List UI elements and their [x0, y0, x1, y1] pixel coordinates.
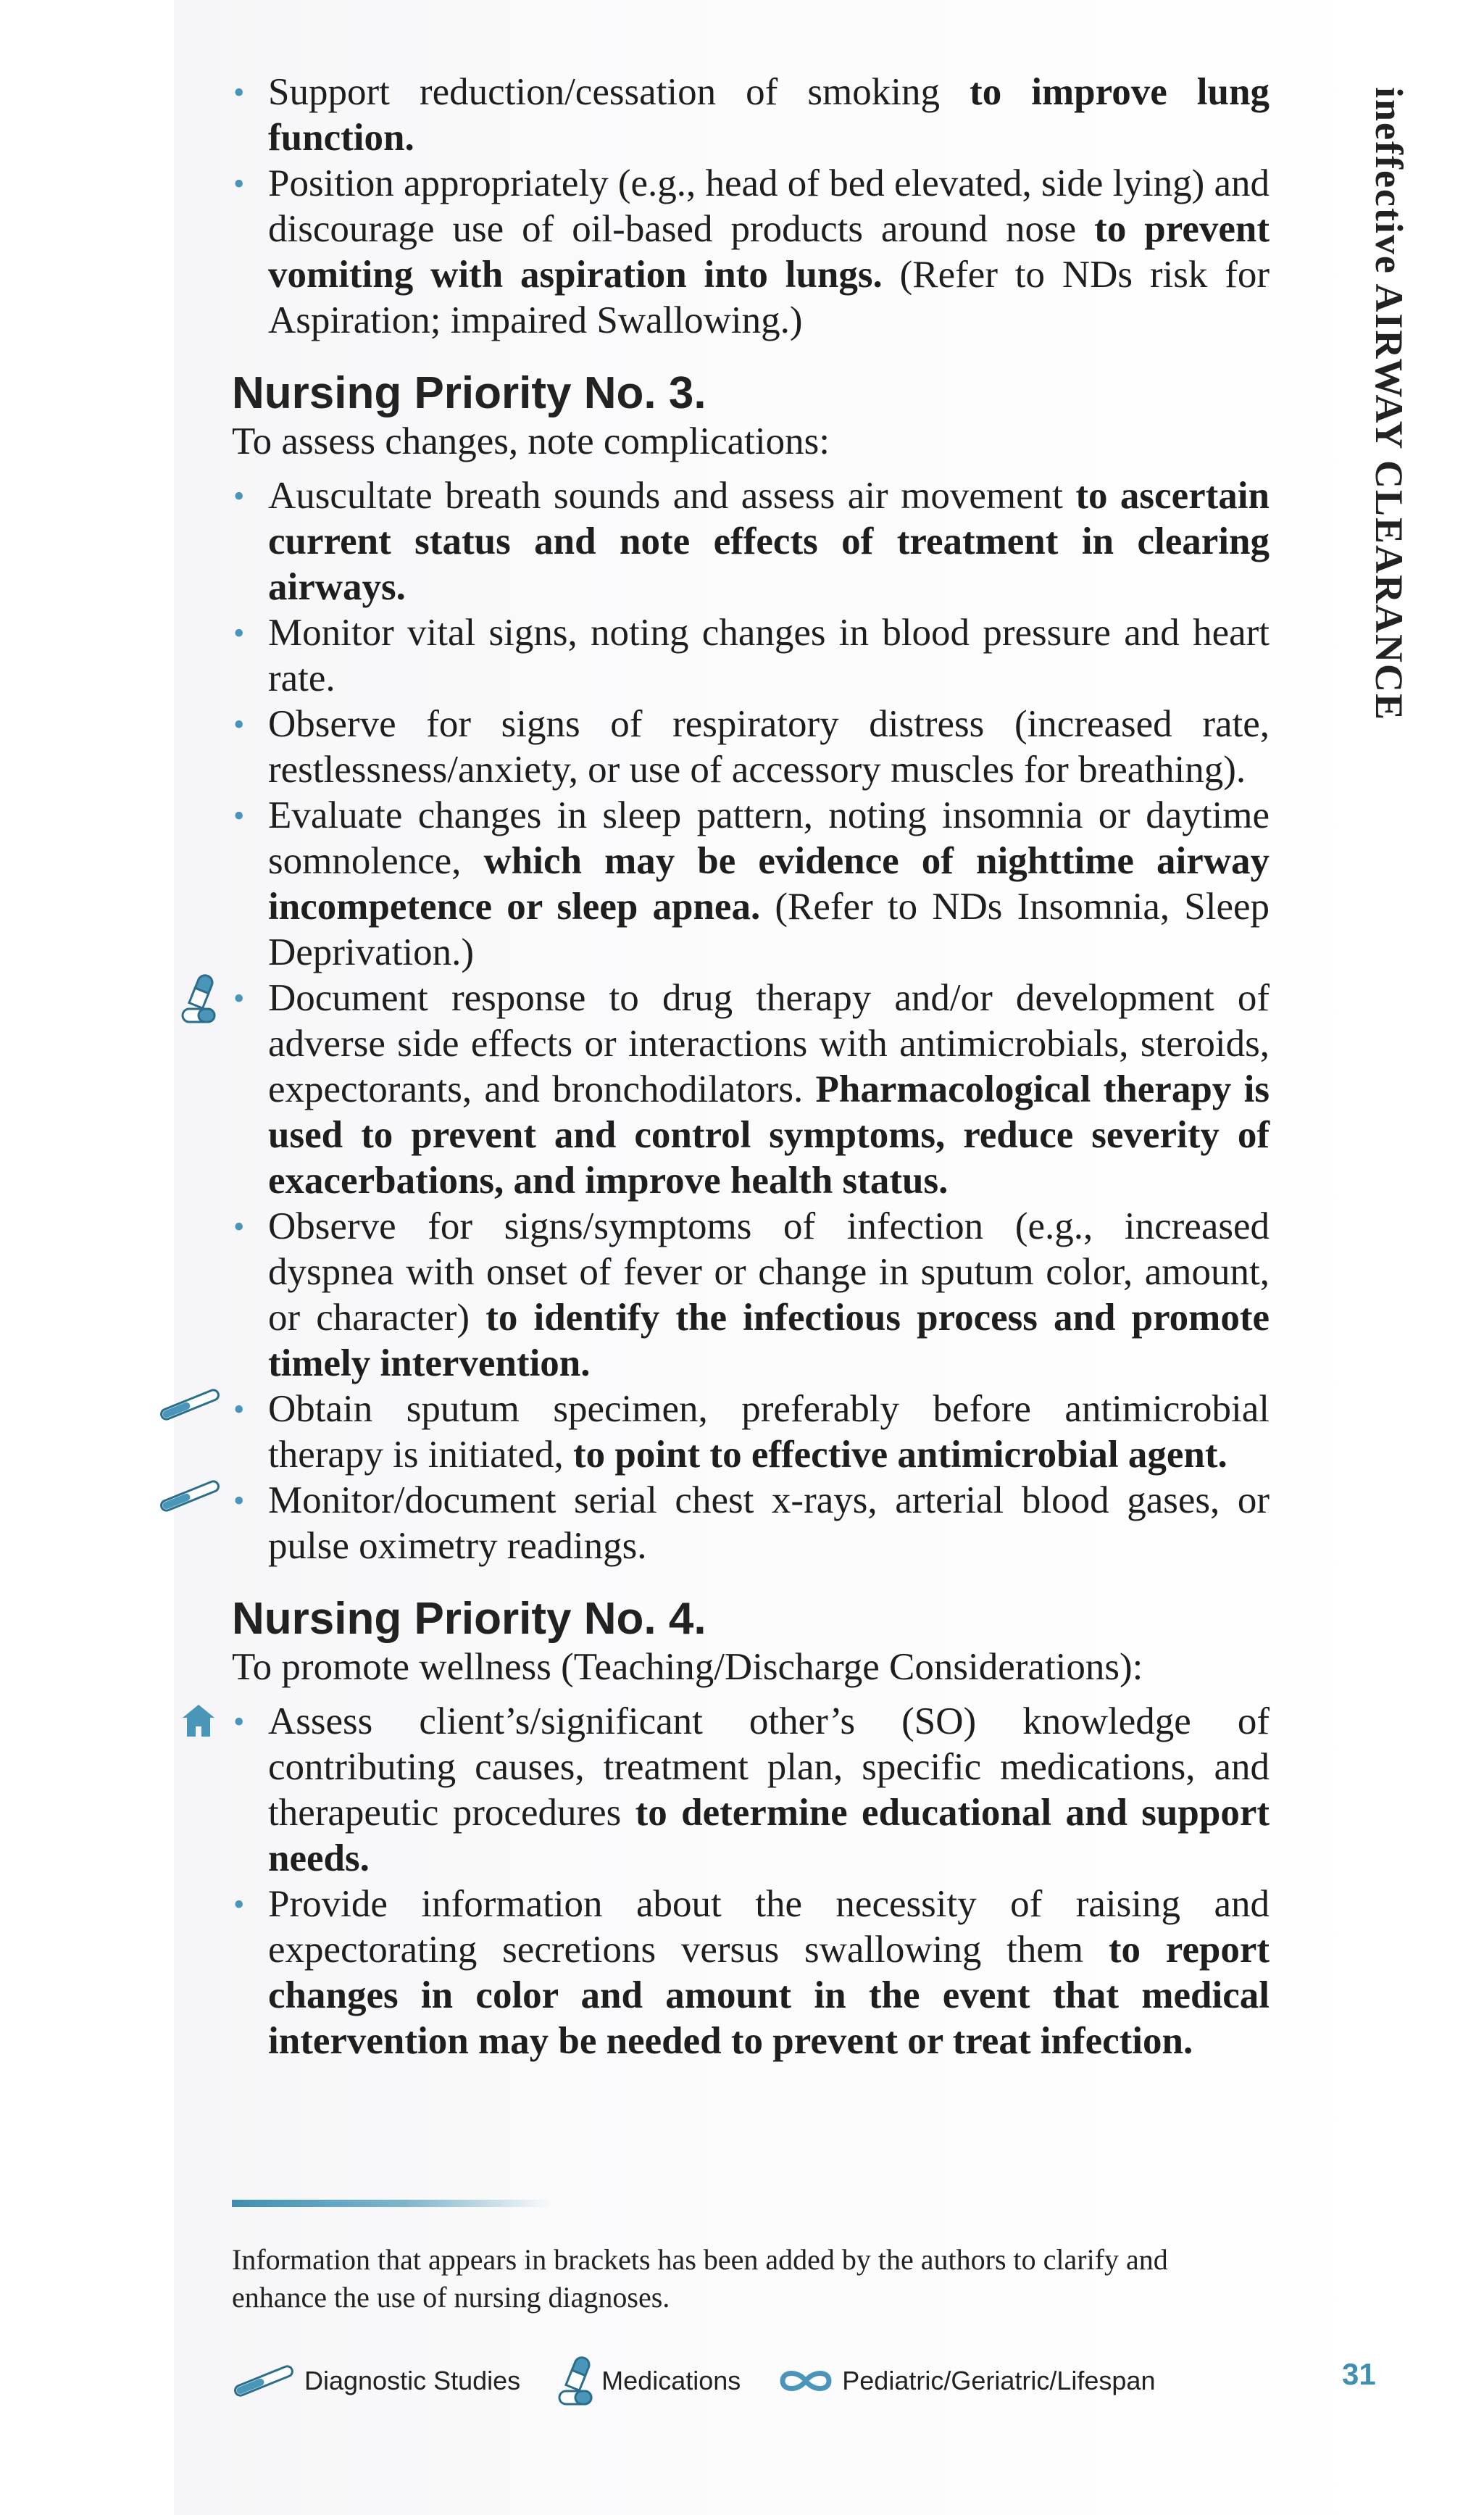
- list-item: [232, 473, 1270, 610]
- bullet-rationale: to prevent vomiting with aspiration into lungs.: [268, 208, 1270, 296]
- bullet-text: Observe for signs/symptoms of infection (e.g., increased dyspnea with onset of fever or change in sputum color, amount, or character): [268, 1205, 1270, 1339]
- bullet-icon: •: [233, 1392, 245, 1427]
- list-item: [232, 70, 1270, 161]
- icon-legend: [230, 2356, 1191, 2406]
- bullet-icon: •: [233, 981, 245, 1016]
- bullet-text: Position appropriately (e.g., head of bed elevated, side lying) and discourage use of oil-based products around nose: [268, 162, 1270, 250]
- bullet-rationale: to identify the infectious process and promote timely intervention.: [268, 1297, 1270, 1384]
- list-item: [232, 1882, 1270, 2064]
- bullet-text: Auscultate breath sounds and assess air movement: [268, 475, 1076, 517]
- list-item: [232, 793, 1270, 976]
- list-item: [232, 161, 1270, 344]
- bullet-text: Document response to drug therapy and/or development of adverse side effects or interactions with antimicrobials, steroids, expectorants, and bronchodilators.: [268, 977, 1270, 1110]
- diagnostic-studies-icon: [157, 1387, 223, 1434]
- list-item: [232, 1204, 1270, 1387]
- footnote: Information that appears in brackets has been added by the authors to clarify and enhance the use of nursing diagnoses.: [232, 2243, 1168, 2314]
- bullet-text: Monitor vital signs, noting changes in blood pressure and heart rate.: [268, 612, 1270, 699]
- bullet-text: Monitor/document serial chest x-rays, arterial blood gases, or pulse oximetry readings.: [268, 1479, 1270, 1567]
- list-item: [232, 976, 1270, 1204]
- priority-3-list: [232, 473, 1270, 1569]
- bullet-text: Evaluate changes in sleep pattern, noting insomnia or daytime somnolence,: [268, 794, 1270, 882]
- diagnostic-studies-icon: [157, 1478, 223, 1525]
- legend-medications: [556, 2353, 741, 2408]
- bullet-rationale: to point to effective antimicrobial agent.: [572, 1434, 1227, 1476]
- page-content: [232, 70, 1270, 2064]
- priority-3-intro: To assess changes, note complications:: [232, 420, 830, 462]
- bullet-icon: •: [233, 75, 245, 110]
- list-item: [232, 702, 1270, 793]
- bullet-icon: •: [233, 615, 245, 651]
- bullet-rationale: which may be evidence of nighttime airway incompetence or sleep apnea.: [268, 840, 1270, 928]
- bullet-note: (Refer to NDs risk for Aspiration; impaired Swallowing.): [268, 254, 1270, 341]
- priority-4-intro: To promote wellness (Teaching/Discharge Considerations):: [232, 1646, 1143, 1688]
- bullet-rationale: to ascertain current status and note effects of treatment in clearing airways.: [268, 475, 1270, 608]
- legend-lifespan: [777, 2366, 1155, 2396]
- footer-divider: [232, 2200, 551, 2207]
- bullet-icon: •: [233, 1704, 245, 1739]
- priority-4-heading: Nursing Priority No. 4.: [232, 1594, 706, 1644]
- list-item: [232, 610, 1270, 702]
- bullet-text: Support reduction/cessation of smoking: [268, 71, 970, 113]
- bullet-icon: •: [233, 707, 245, 742]
- bullet-text: Obtain sputum specimen, preferably before antimicrobial therapy is initiated,: [268, 1388, 1270, 1476]
- legend-label: Medications: [601, 2366, 741, 2395]
- section-tab: ineffective AIRWAY CLEARANCE: [1367, 87, 1411, 722]
- list-item: [232, 1699, 1270, 1882]
- bullet-rationale: Pharmacological therapy is used to prevent and control symptoms, reduce severity of exacerbations, and improve health status.: [268, 1068, 1270, 1202]
- top-bullet-list: [232, 70, 1270, 344]
- list-item: [232, 1387, 1270, 1478]
- bullet-text: Assess client’s/significant other’s (SO) knowledge of contributing causes, treatment plan, specific medications, and therapeutic procedures: [268, 1700, 1270, 1834]
- bullet-icon: •: [233, 798, 245, 834]
- diagnostic-studies-icon: [230, 2363, 297, 2399]
- bullet-icon: •: [233, 166, 245, 201]
- page-number: 31: [1342, 2357, 1376, 2391]
- medications-icon: [180, 971, 217, 1037]
- priority-3-heading: Nursing Priority No. 3.: [232, 368, 706, 418]
- bullet-icon: •: [233, 1209, 245, 1244]
- bullet-icon: •: [233, 1887, 245, 1922]
- legend-label: Diagnostic Studies: [304, 2366, 521, 2395]
- bullet-icon: •: [233, 478, 245, 514]
- bullet-rationale: to improve lung function.: [268, 71, 1270, 159]
- bullet-icon: •: [233, 1483, 245, 1518]
- bullet-text: Observe for signs of respiratory distress (increased rate, restlessness/anxiety, or use of accessory muscles for breathing).: [268, 703, 1270, 791]
- home-care-icon: [180, 1702, 217, 1750]
- list-item: [232, 1478, 1270, 1569]
- infinity-icon: [777, 2366, 835, 2395]
- priority-4-list: [232, 1699, 1270, 2064]
- medications-icon: [556, 2353, 594, 2408]
- bullet-rationale: to determine educational and support needs.: [268, 1792, 1270, 1879]
- legend-label: Pediatric/Geriatric/Lifespan: [842, 2366, 1156, 2395]
- bullet-text: Provide information about the necessity of raising and expectorating secretions versus swallowing them: [268, 1883, 1270, 1971]
- bullet-note: (Refer to NDs Insomnia, Sleep Deprivation.): [268, 886, 1270, 973]
- bullet-rationale: to report changes in color and amount in the event that medical intervention may be needed to prevent or treat infection.: [268, 1929, 1270, 2062]
- legend-diagnostic: [230, 2363, 520, 2399]
